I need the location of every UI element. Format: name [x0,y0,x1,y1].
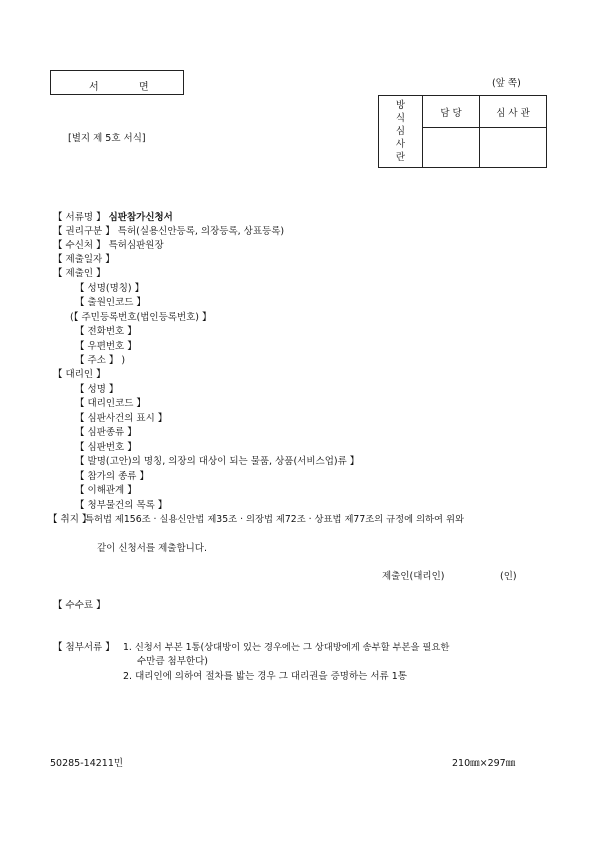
doc-name-value: 심판참가신청서 [108,212,173,223]
doc-name-field [53,213,173,223]
attached-doc-item-1-cont: 수만큼 첨부한다) [137,656,208,667]
review-table-header-manager: 담 당 [423,96,480,128]
participation-type-field: 【 참가의 종류 】 [75,471,149,482]
review-table-cell-examiner [480,128,547,168]
submitter-signature: 제출인(대리인) [382,571,445,582]
review-table-header-examiner: 심 사 관 [480,96,547,128]
interest-field: 【 이해관계 】 [75,485,137,496]
attachments-list-field: 【 청부물건의 목록 】 [75,500,168,511]
trial-type-field: 【 심판종류 】 [75,427,137,438]
purpose-text-line-2: 같이 신청서를 제출합니다. [97,543,208,554]
submit-date-field: 【 제출일자 】 [53,254,115,265]
name-field: 【 성명(명칭) 】 [75,283,145,294]
applicant-code-field: 【 출원인코드 】 [75,297,146,308]
fee-field: 【 수수료 】 [53,600,106,611]
attached-doc-item-2: 2. 대리인에 의하여 절차를 밟는 경우 그 대리권을 증명하는 서류 1통 [123,671,407,682]
case-display-field: 【 심판사건의 표시 】 [75,413,168,424]
form-title-char-2: 면 [139,82,149,93]
address-field: 【 주소 】 ) [75,355,126,366]
review-table-side-label: 방 식 심 사 란 [379,96,423,168]
purpose-text-line-1: 특허법 제156조 · 실용신안법 제35조 · 의장법 제72조 · 상표법 제77조의 규정에 의하여 위와 [85,514,464,525]
registration-number-field: (【 주민등록번호(법인등록번호) 】 [70,312,212,323]
doc-name-label: 【 서류명 】 [53,212,106,223]
submitter-field: 【 제출인 】 [53,268,106,279]
agent-name-field: 【 성명 】 [75,384,119,395]
invention-name-field: 【 발명(고안)의 명칭, 의장의 대상이 되는 물품, 상품(서비스업)류 】 [75,456,360,467]
attached-doc-item-1: 1. 신청서 부본 1통(상대방이 있는 경우에는 그 상대방에게 송부할 부본을 필요한 [123,642,450,653]
agent-code-field: 【 대리인코드 】 [75,398,146,409]
page-side-label: (앞 쪽) [492,78,521,89]
seal-mark: (인) [500,571,517,582]
recipient-field: 【 수신처 】 특허심판원장 [53,240,164,251]
right-type-field: 【 권리구분 】 특허(실용신안등록, 의장등록, 상표등록) [53,226,285,237]
purpose-label: 【 취지 】 [48,514,92,525]
trial-number-field: 【 심판번호 】 [75,442,137,453]
attached-docs-label: 【 첨부서류 】 [53,642,115,653]
form-title-box [50,70,184,95]
review-table [378,95,547,168]
agent-field: 【 대리인 】 [53,369,106,380]
review-table-cell-manager [423,128,480,168]
form-number: [별지 제 5호 서식] [68,133,146,144]
phone-field: 【 전화번호 】 [75,326,137,337]
footer-paper-size: 210㎜×297㎜ [452,758,516,769]
form-title-char-1: 서 [89,82,99,93]
postal-code-field: 【 우편번호 】 [75,341,137,352]
footer-form-code: 50285-14211민 [50,758,124,769]
